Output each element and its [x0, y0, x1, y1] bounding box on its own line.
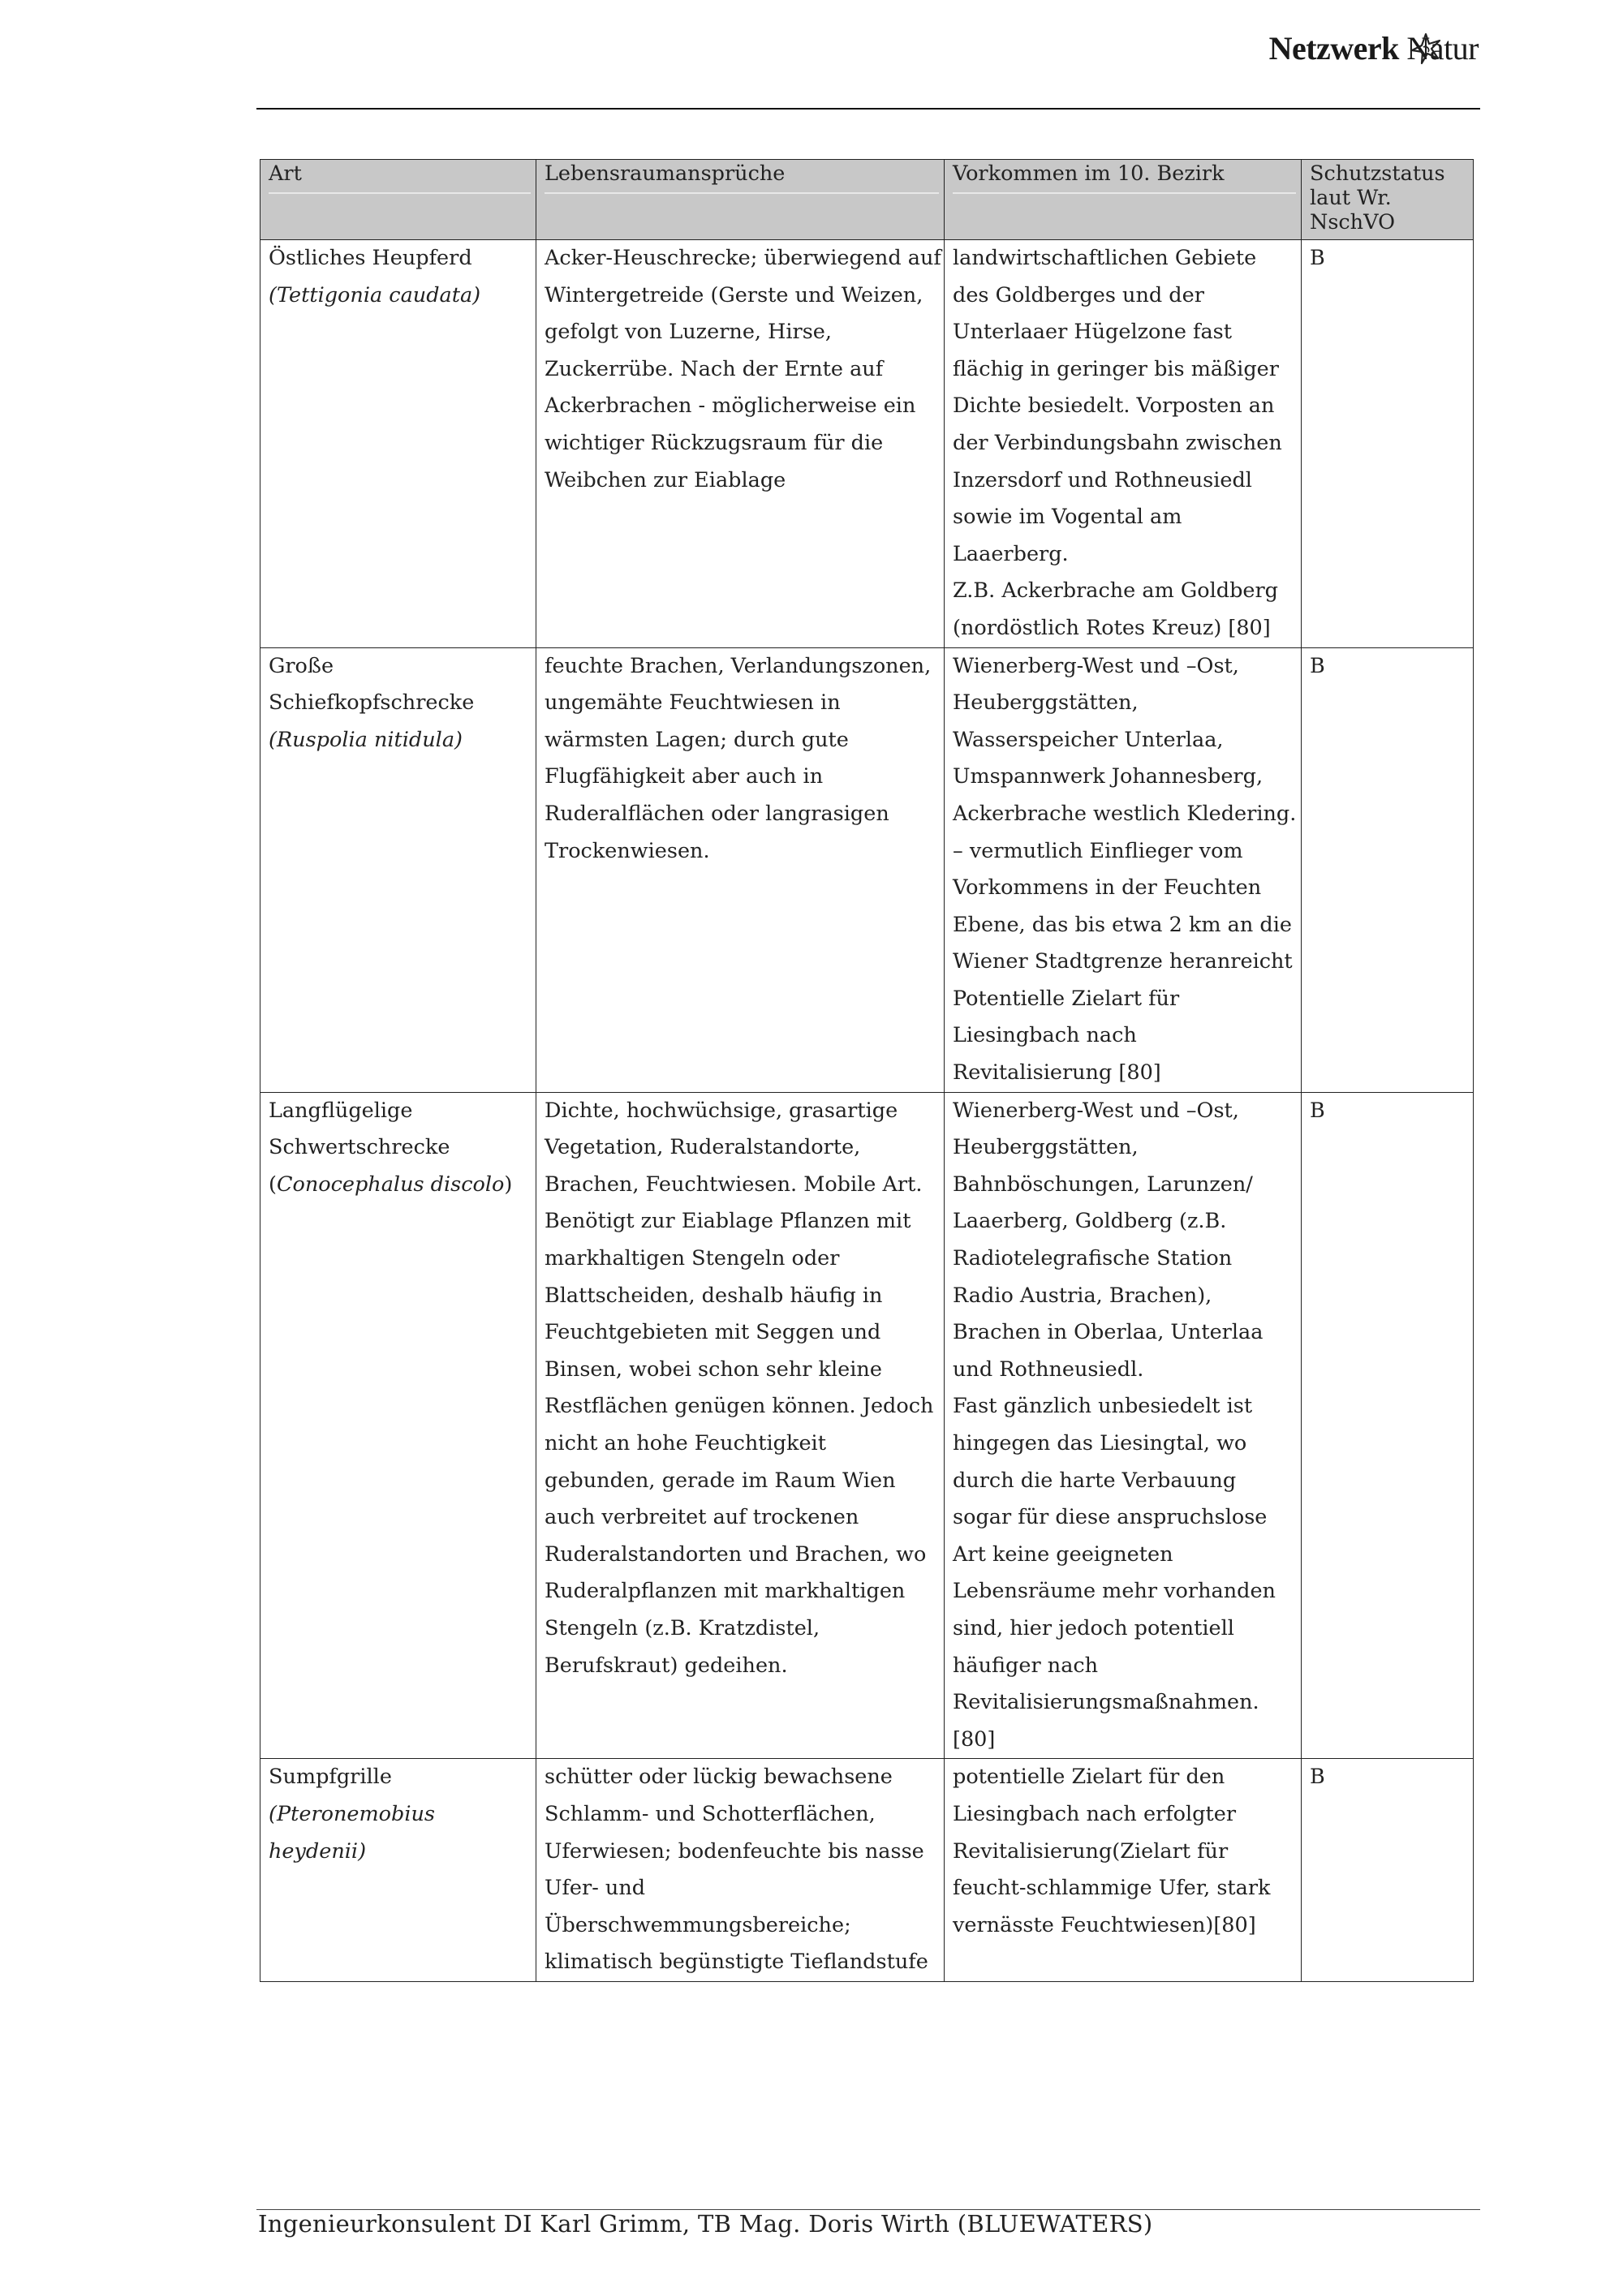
column-header-art: Art	[260, 160, 536, 240]
column-header-lebensraum: Lebensraumansprüche	[536, 160, 945, 240]
table-row	[260, 647, 1474, 1092]
netzwerk-natur-logo	[1269, 32, 1479, 65]
table-row	[260, 1092, 1474, 1759]
species-latin: heydenii)	[269, 1838, 367, 1864]
status-cell: B	[1302, 1759, 1474, 1982]
table-row	[260, 1759, 1474, 1982]
status-cell: B	[1302, 1092, 1474, 1759]
art-cell	[260, 647, 536, 1092]
species-latin: (Conocephalus discolo)	[269, 1172, 513, 1197]
species-latin: (Pteronemobius	[269, 1801, 436, 1826]
art-cell	[260, 1759, 536, 1982]
vorkommen-cell: Wienerberg-West und –Ost, Heuberggstätten, Wasserspeicher Unterlaa, Umspannwerk Johannesberg, Ackerbrache westlich Kledering. – vermutlich Einflieger vom Vorkommens in der Feuchten Ebene, das bis etwa 2 km an die Wiener Stadtgrenze heranreicht Potentielle Zielart für Liesingbach nach Revitalisierung [80]	[945, 647, 1302, 1092]
vorkommen-cell: landwirtschaftlichen Gebiete des Goldberges und der Unterlaaer Hügelzone fast flächig in geringer bis mäßiger Dichte besiedelt. Vorposten an der Verbindungsbahn zwischen Inzersdorf und Rothneusiedl sowie im Vogental am Laaerberg. Z.B. Ackerbrache am Goldberg (nordöstlich Rotes Kreuz) [80]	[945, 240, 1302, 648]
leaf-star-icon	[1407, 32, 1444, 67]
lebensraum-cell: Acker-Heuschrecke; überwiegend auf Wintergetreide (Gerste und Weizen, gefolgt von Luzerne, Hirse, Zuckerrübe. Nach der Ernte auf Ackerbrachen - möglicherweise ein wichtiger Rückzugsraum für die Weibchen zur Eiablage	[536, 240, 945, 648]
footer-credit: Ingenieurkonsulent DI Karl Grimm, TB Mag. Doris Wirth (BLUEWATERS)	[258, 2210, 1153, 2238]
species-table	[260, 159, 1474, 1982]
logo-text	[1269, 32, 1479, 65]
column-header-vorkommen: Vorkommen im 10. Bezirk	[945, 160, 1302, 240]
lebensraum-cell: Dichte, hochwüchsige, grasartige Vegetation, Ruderalstandorte, Brachen, Feuchtwiesen. Mobile Art. Benötigt zur Eiablage Pflanzen mit markhaltigen Stengeln oder Blattscheiden, deshalb häufig in Feuchtgebieten mit Seggen und Binsen, wobei schon sehr kleine Restflächen genügen können. Jedoch nicht an hohe Feuchtigkeit gebunden, gerade im Raum Wien auch verbreitet auf trockenen Ruderalstandorten und Brachen, wo Ruderalpflanzen mit markhaltigen Stengeln (z.B. Kratzdistel, Berufskraut) gedeihen.	[536, 1092, 945, 1759]
species-name: Schwertschrecke	[269, 1135, 450, 1160]
header-divider	[256, 108, 1480, 110]
vorkommen-cell: Wienerberg-West und –Ost, Heuberggstätten, Bahnböschungen, Larunzen/ Laaerberg, Goldberg (z.B. Radiotelegrafische Station Radio Austria, Brachen), Brachen in Oberlaa, Unterlaa und Rothneusiedl. Fast gänzlich unbesiedelt ist hingegen das Liesingtal, wo durch die harte Verbauung sogar für diese anspruchslose Art keine geeigneten Lebensräume mehr vorhanden sind, hier jedoch potentiell häufiger nach Revitalisierungsmaßnahmen. [80]	[945, 1092, 1302, 1759]
species-name: Sumpfgrille	[269, 1765, 392, 1790]
status-cell: B	[1302, 240, 1474, 648]
species-latin: (Ruspolia nitidula)	[269, 727, 463, 752]
lebensraum-cell: schütter oder lückig bewachsene Schlamm- und Schotterflächen, Uferwiesen; bodenfeuchte bis nasse Ufer- und Überschwemmungsbereiche; klimatisch begünstigte Tieflandstufe	[536, 1759, 945, 1982]
status-cell: B	[1302, 647, 1474, 1092]
lebensraum-cell: feuchte Brachen, Verlandungszonen, ungemähte Feuchtwiesen in wärmsten Lagen; durch gute Flugfähigkeit aber auch in Ruderalflächen oder langrasigen Trockenwiesen.	[536, 647, 945, 1092]
logo-regular: Natur	[1406, 30, 1479, 67]
art-cell	[260, 240, 536, 648]
table-header-row	[260, 160, 1474, 240]
column-header-schutzstatus: Schutzstatus laut Wr. NschVO	[1302, 160, 1474, 240]
species-name: Östliches Heupferd	[269, 246, 472, 270]
species-name: Langflügelige	[269, 1098, 413, 1123]
art-cell	[260, 1092, 536, 1759]
species-name: Schiefkopfschrecke	[269, 690, 475, 716]
species-latin: (Tettigonia caudata)	[269, 282, 481, 307]
species-name: Große	[269, 653, 334, 678]
table-row	[260, 240, 1474, 648]
logo-bold: Netzwerk	[1268, 30, 1399, 67]
vorkommen-cell: potentielle Zielart für den Liesingbach nach erfolgter Revitalisierung(Zielart für feucht-schlammige Ufer, stark vernässte Feuchtwiesen)[80]	[945, 1759, 1302, 1982]
